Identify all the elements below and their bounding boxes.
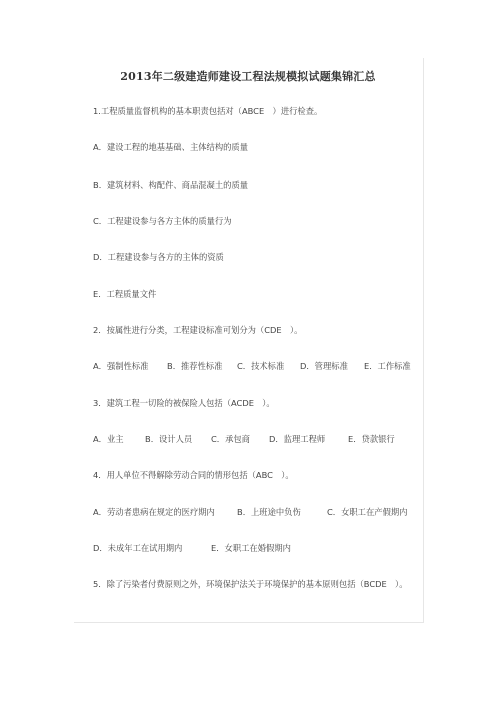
- question-3-option-a: A．业主: [93, 434, 124, 444]
- question-2-option-a: A．强制性标准: [93, 361, 149, 371]
- question-5-stem: 5．除了污染者付费原则之外，环境保护法关于环境保护的基本原则包括（BCDE ）。: [93, 579, 408, 589]
- question-4-option-a: A．劳动者患病在规定的医疗期内: [93, 507, 215, 517]
- question-2-option-c: C．技术标准: [237, 361, 285, 371]
- question-3-stem: 3．建筑工程一切险的被保险人包括（ACDE ）。: [93, 398, 275, 408]
- question-1-option-c: C．工程建设参与各方主体的质量行为: [93, 216, 232, 226]
- question-3-option-b: B．设计人员: [145, 434, 193, 444]
- document-title: 2013年二级建造师建设工程法规模拟试题集锦汇总: [120, 70, 376, 83]
- question-4-option-e: E．女职工在婚假期内: [211, 543, 291, 553]
- question-4-option-c: C．女职工在产假期内: [327, 507, 408, 517]
- question-4-option-d: D．未成年工在试用期内: [93, 543, 183, 553]
- question-2-option-b: B．推荐性标准: [167, 361, 223, 371]
- question-1-option-b: B．建筑材料、构配件、商品混凝土的质量: [93, 180, 249, 190]
- question-4-stem: 4．用人单位不得解除劳动合同的情形包括（ABC ）。: [93, 470, 294, 480]
- question-2-option-e: E．工作标准: [364, 361, 411, 371]
- question-2-option-d: D．管理标准: [300, 361, 348, 371]
- question-1-option-a: A．建设工程的地基基础、主体结构的质量: [93, 142, 249, 152]
- question-1-option-d: D．工程建设参与各方的主体的资质: [93, 252, 224, 262]
- question-3-option-c: C．承包商: [211, 434, 250, 444]
- question-3-option-e: E．贷款银行: [348, 434, 395, 444]
- question-4-option-b: B．上班途中负伤: [237, 507, 301, 517]
- question-2-stem: 2．按属性进行分类，工程建设标准可划分为（CDE ）。: [93, 325, 303, 335]
- question-1-option-e: E．工程质量文件: [93, 289, 157, 299]
- question-3-option-d: D．监理工程师: [269, 434, 326, 444]
- question-1-stem: 1.工程质量监督机构的基本职责包括对（ABCE ）进行检查。: [93, 106, 323, 116]
